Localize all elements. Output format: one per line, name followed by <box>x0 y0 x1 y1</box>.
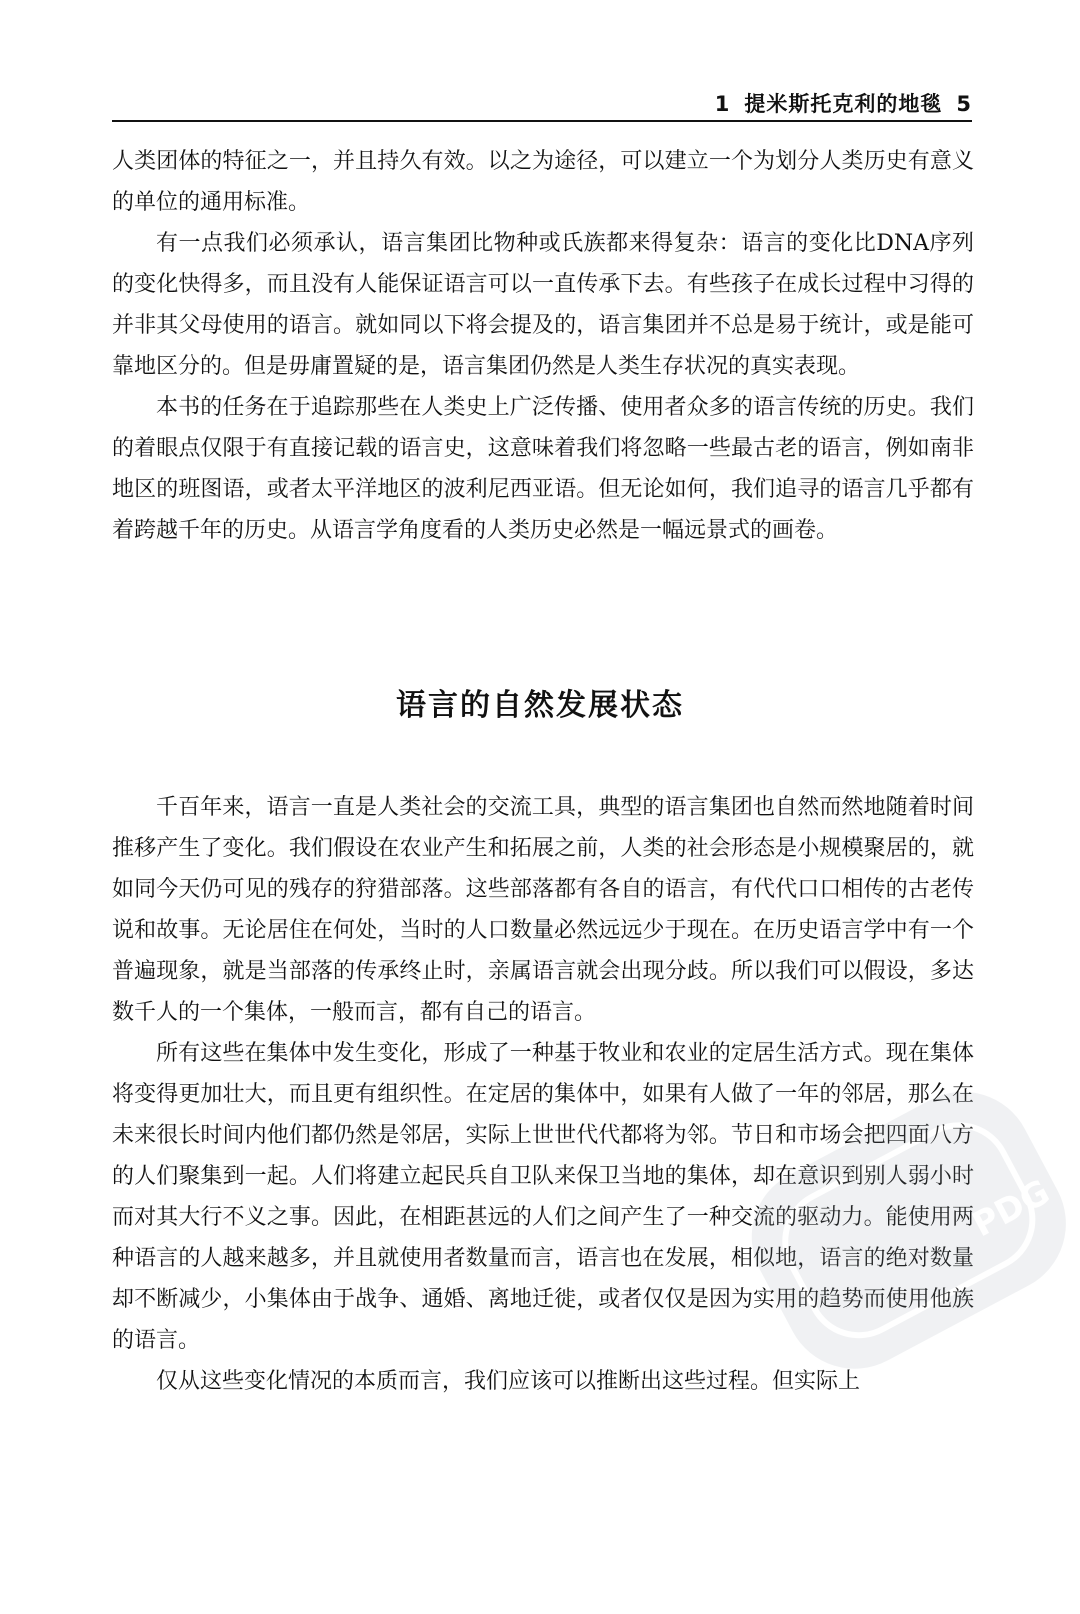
section-1-body <box>112 141 974 551</box>
header-text <box>715 88 972 118</box>
paragraph: 千百年来，语言一直是人类社会的交流工具，典型的语言集团也自然而然地随着时间推移产生了变化。我们假设在农业产生和拓展之前，人类的社会形态是小规模聚居的，就如同今天仍可见的残存的狩猎部落。这些部落都有各自的语言，有代代口口相传的古老传说和故事。无论居住在何处，当时的人口数量必然远远少于现在。在历史语言学中有一个普遍现象，就是当部落的传承终止时，亲属语言就会出现分歧。所以我们可以假设，多达数千人的一个集体，一般而言，都有自己的语言。 <box>112 795 974 1025</box>
page-number: 5 <box>956 92 972 116</box>
running-header <box>112 86 972 122</box>
chapter-number: 1 <box>714 92 731 116</box>
section-heading: 语言的自然发展状态 <box>396 688 684 723</box>
section-2-body <box>112 787 974 1402</box>
paragraph: 所有这些在集体中发生变化，形成了一种基于牧业和农业的定居生活方式。现在集体将变得更加壮大，而且更有组织性。在定居的集体中，如果有人做了一年的邻居，那么在未来很长时间内他们都仍然是邻居，实际上世世代代都将为邻。节日和市场会把四面八方的人们聚集到一起。人们将建立起民兵自卫队来保卫当地的集体，却在意识到别人弱小时而对其大行不义之事。因此，在相距甚远的人们之间产生了一种交流的驱动力。能使用两种语言的人越来越多，并且就使用者数量而言，语言也在发展，相似地，语言的绝对数量却不断减少，小集体由于战争、通婚、离地迁徙，或者仅仅是因为实用的趋势而使用他族的语言。 <box>112 1041 974 1353</box>
paragraph: 有一点我们必须承认，语言集团比物种或氏族都来得复杂：语言的变化比DNA序列的变化快得多，而且没有人能保证语言可以一直传承下去。有些孩子在成长过程中习得的并非其父母使用的语言。就如同以下将会提及的，语言集团并不总是易于统计，或是能可靠地区分的。但是毋庸置疑的是，语言集团仍然是人类生存状况的真实表现。 <box>112 231 974 379</box>
watermark-label: PDG <box>966 1172 1057 1246</box>
paragraph: 本书的任务在于追踪那些在人类史上广泛传播、使用者众多的语言传统的历史。我们的着眼点仅限于有直接记载的语言史，这意味着我们将忽略一些最古老的语言，例如南非地区的班图语，或者太平洋地区的波利尼西亚语。但无论如何，我们追寻的语言几乎都有着跨越千年的历史。从语言学角度看的人类历史必然是一幅远景式的画卷。 <box>112 395 974 543</box>
paragraph: 仅从这些变化情况的本质而言，我们应该可以推断出这些过程。但实际上 <box>156 1369 861 1394</box>
paragraph: 人类团体的特征之一，并且持久有效。以之为途径，可以建立一个为划分人类历史有意义的单位的通用标准。 <box>112 149 974 215</box>
chapter-title: 提米斯托克利的地毯 <box>744 92 943 116</box>
